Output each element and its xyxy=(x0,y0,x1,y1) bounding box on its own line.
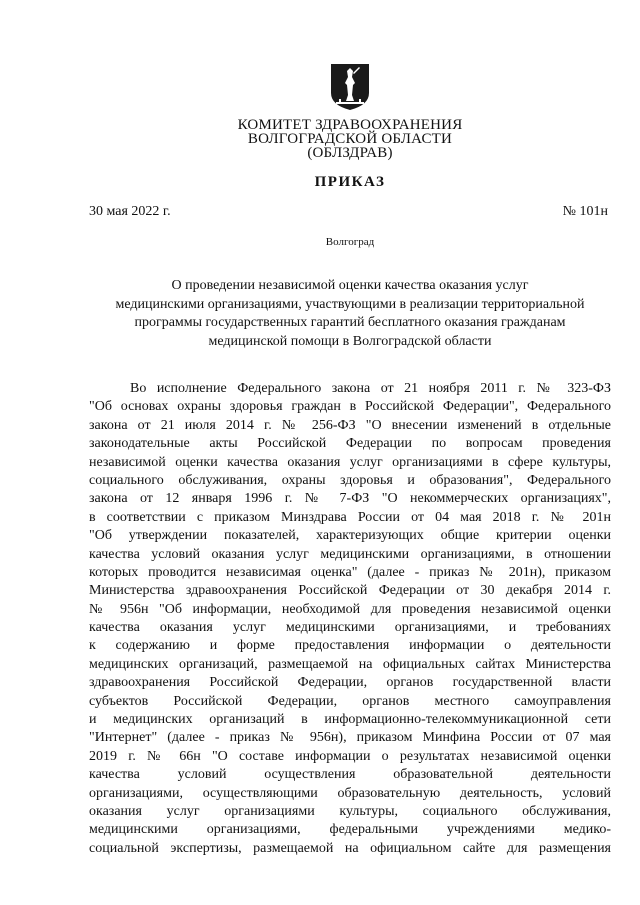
org-line-1: КОМИТЕТ ЗДРАВООХРАНЕНИЯ xyxy=(237,117,463,133)
body-line: субъектов Российской Федерации, органов местного самоуправления xyxy=(89,693,611,709)
document-type-title: ПРИКАЗ xyxy=(314,174,386,190)
body-line: к содержанию и форме предоставления информации о деятельности xyxy=(89,638,611,654)
org-line-3: (ОБЛЗДРАВ) xyxy=(307,145,393,161)
body-line: медицинских организаций, размещаемой на официальных сайтах Министерства xyxy=(89,656,611,672)
body-line: "Интернет" (далее - приказ № 956н), приказом Минфина России от 07 мая xyxy=(89,730,611,746)
body-line: 2019 г. № 66н "О составе информации о результатах независимой оценки xyxy=(89,748,611,764)
volgograd-emblem-icon xyxy=(330,63,370,111)
body-line: "Об утверждении показателей, характеризующих общие критерии оценки xyxy=(89,528,611,544)
document-date: 30 мая 2022 г. xyxy=(89,204,171,219)
body-line: закона от 21 июля 2014 г. № 256-ФЗ "О внесении изменений в отдельные xyxy=(89,417,611,433)
document-number: № 101н xyxy=(562,204,608,219)
body-line: организациями, осуществляющими образовательную деятельность, условий xyxy=(89,785,611,801)
body-line: и медицинских организаций в информационно-телекоммуникационной сети xyxy=(89,712,611,728)
document-subject xyxy=(88,277,612,351)
body-line: социальной экспертизы, размещаемой на официальном сайте для размещения xyxy=(89,840,611,856)
body-line: качества условий осуществления образовательной деятельности xyxy=(89,767,611,783)
organization-name xyxy=(0,118,640,160)
body-line: в соответствии с приказом Минздрава России от 04 мая 2018 г. № 201н xyxy=(89,509,611,525)
subject-line: медицинскими организациями, участвующими в реализации территориальной xyxy=(115,296,585,312)
body-line: медицинскими организациями, федеральными учреждениями медико- xyxy=(89,822,611,838)
body-line: которых проводится независимая оценка" (далее - приказ № 201н), приказом xyxy=(89,564,611,580)
body-line: Во исполнение Федерального закона от 21 ноября 2011 г. № 323-ФЗ xyxy=(130,381,611,396)
body-line: качества условий оказания услуг медицинскими организациями, в отношении xyxy=(89,546,611,562)
document-body xyxy=(89,380,611,858)
subject-line: О проведении независимой оценки качества оказания услуг xyxy=(171,278,529,293)
body-line: независимой оценки качества оказания услуг организациями в сфере культуры, xyxy=(89,454,611,470)
body-line: социального обслуживания, охраны здоровья и образования", Федерального xyxy=(89,472,611,488)
body-line: № 956н "Об информации, необходимой для проведения независимой оценки xyxy=(89,601,611,617)
body-line: законодательные акты Российской Федерации по вопросам проведения xyxy=(89,436,611,452)
body-line: здравоохранения Российской Федерации, органов государственной власти xyxy=(89,675,611,691)
body-line: закона от 12 января 1996 г. № 7-ФЗ "О некоммерческих организациях", xyxy=(89,491,611,507)
org-line-2: ВОЛГОГРАДСКОЙ ОБЛАСТИ xyxy=(247,131,453,147)
body-line: оказания услуг организациями культуры, социального обслуживания, xyxy=(89,803,611,819)
subject-line: медицинской помощи в Волгоградской области xyxy=(208,333,492,349)
body-line: "Об основах охраны здоровья граждан в Российской Федерации", Федерального xyxy=(89,399,611,415)
document-city: Волгоград xyxy=(325,236,375,248)
body-line: Министерства здравоохранения Российской Федерации от 30 декабря 2014 г. xyxy=(89,583,611,599)
body-line: качества оказания услуг медицинскими организациями, и требованиях xyxy=(89,620,611,636)
subject-line: программы государственных гарантий бесплатного оказания гражданам xyxy=(134,315,566,331)
